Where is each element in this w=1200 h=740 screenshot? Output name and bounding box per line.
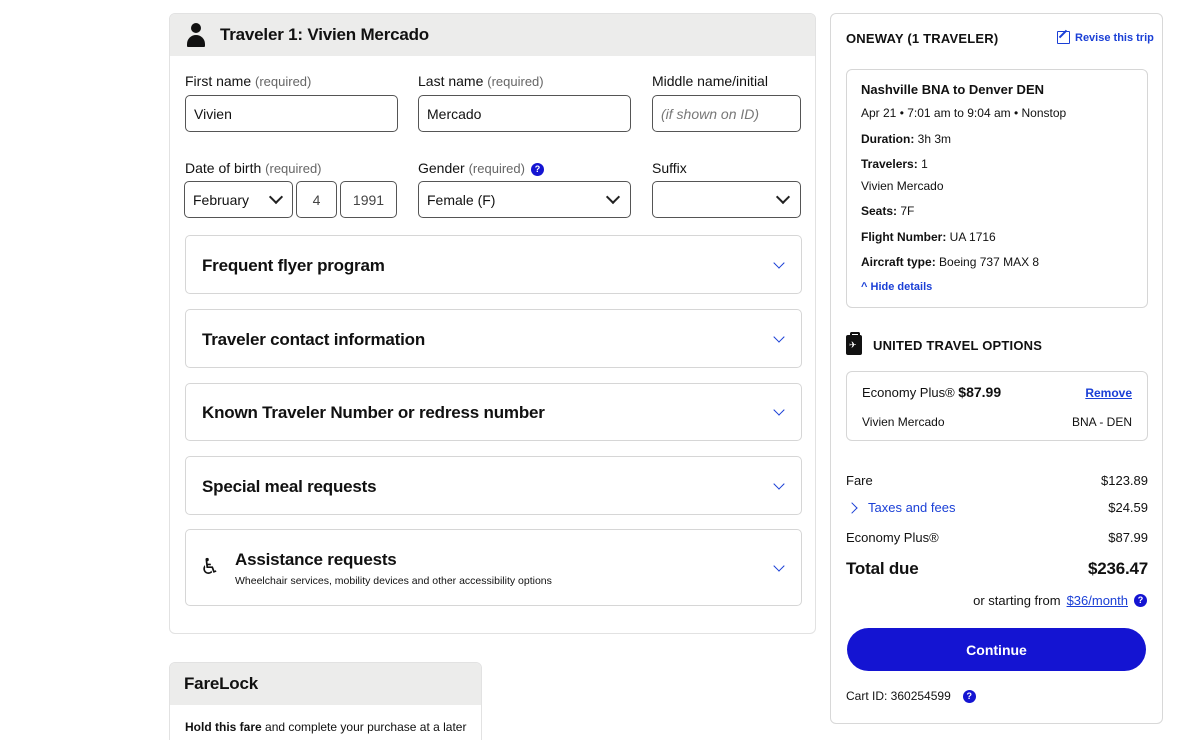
flight-number: Flight Number: UA 1716 (861, 230, 996, 244)
aircraft-type: Aircraft type: Boeing 737 MAX 8 (861, 255, 1040, 269)
gender-value: Female (F) (427, 191, 496, 208)
farelock-title: FareLock (170, 663, 481, 705)
accordion-known-traveler[interactable] (185, 383, 802, 441)
chevron-down-icon (773, 404, 784, 415)
suffix-select[interactable] (652, 181, 801, 218)
accordion-title: Traveler contact information (202, 330, 426, 349)
chevron-down-icon (606, 190, 620, 204)
first-name-label: First name (required) (185, 73, 312, 89)
cart-id: Cart ID: 360254599 ? (846, 689, 976, 703)
traveler-card (169, 13, 816, 634)
person-icon (186, 23, 206, 47)
traveler-name: Vivien Mercado (861, 179, 944, 193)
middle-name-label: Middle name/initial (652, 73, 768, 89)
chevron-down-icon (269, 190, 283, 204)
suffix-label: Suffix (652, 160, 687, 176)
remove-link[interactable]: Remove (1085, 386, 1132, 400)
chevron-down-icon (773, 560, 784, 571)
continue-button[interactable]: Continue (847, 628, 1146, 671)
accordion-assistance[interactable] (185, 529, 802, 606)
route: Nashville BNA to Denver DEN (861, 82, 1045, 97)
dob-label: Date of birth (required) (185, 160, 322, 176)
flight-time: Apr 21 • 7:01 am to 9:04 am • Nonstop (861, 106, 1067, 120)
chevron-down-icon (776, 190, 790, 204)
fare-row: Fare $123.89 (846, 473, 1148, 488)
last-name-input[interactable]: Mercado (418, 95, 631, 132)
chevron-down-icon (773, 257, 784, 268)
monthly-link[interactable]: $36/month (1066, 593, 1128, 608)
option-name: Economy Plus® $87.99 (862, 384, 1002, 400)
traveler-title: Traveler 1: Vivien Mercado (220, 25, 429, 44)
revise-label: Revise this trip (1075, 31, 1154, 44)
flight-details (846, 69, 1148, 308)
travel-option-card (846, 371, 1148, 441)
farelock-card (169, 662, 482, 740)
gender-label: Gender (required) ? (418, 160, 544, 176)
taxes-toggle[interactable]: Taxes and fees (846, 500, 955, 515)
duration: Duration: 3h 3m (861, 132, 952, 146)
travelers-count: Travelers: 1 (861, 157, 928, 171)
dob-day-input[interactable]: 4 (296, 181, 337, 218)
middle-name-input[interactable]: (if shown on ID) (652, 95, 801, 132)
traveler-header (170, 14, 815, 56)
dob-month-select[interactable] (184, 181, 293, 218)
accordion-title: Assistance requests (235, 550, 397, 569)
hide-details-link[interactable]: ^ Hide details (861, 281, 933, 293)
accordion-meal[interactable] (185, 456, 802, 515)
trip-title: ONEWAY (1 TRAVELER) (846, 31, 999, 46)
monthly-payment: or starting from $36/month ? (973, 593, 1147, 608)
chevron-down-icon (773, 478, 784, 489)
eplus-row: Economy Plus® $87.99 (846, 530, 1148, 545)
dob-month-value: February (193, 191, 250, 208)
accordion-contact[interactable] (185, 309, 802, 368)
farelock-text: Hold this fare and complete your purchase at a later (185, 720, 467, 734)
option-traveler: Vivien Mercado (862, 415, 945, 429)
first-name-input[interactable]: Vivien (185, 95, 398, 132)
travel-options-title: ✈ UNITED TRAVEL OPTIONS (846, 335, 1042, 355)
taxes-row[interactable]: Taxes and fees $24.59 (846, 500, 1148, 515)
chevron-up-icon: ^ (861, 281, 868, 293)
revise-trip-link[interactable] (1057, 31, 1154, 44)
gender-select[interactable] (418, 181, 631, 218)
edit-icon (1057, 31, 1070, 44)
total-row: Total due $236.47 (846, 559, 1148, 578)
accordion-title: Known Traveler Number or redress number (202, 403, 545, 422)
travel-bag-icon (846, 335, 862, 355)
accordion-frequent-flyer[interactable] (185, 235, 802, 294)
last-name-label: Last name (required) (418, 73, 544, 89)
help-icon[interactable]: ? (963, 690, 976, 703)
wheelchair-icon: ♿ (200, 554, 220, 579)
chevron-right-icon (846, 502, 857, 513)
seats: Seats: 7F (861, 204, 915, 218)
help-icon[interactable]: ? (1134, 594, 1147, 607)
option-route: BNA - DEN (1071, 415, 1132, 429)
accordion-title: Special meal requests (202, 477, 377, 496)
accordion-subtitle: Wheelchair services, mobility devices and other accessibility options (235, 575, 552, 587)
help-icon[interactable]: ? (531, 163, 544, 176)
trip-summary (830, 13, 1163, 724)
chevron-down-icon (773, 331, 784, 342)
dob-year-input[interactable]: 1991 (340, 181, 397, 218)
accordion-title: Frequent flyer program (202, 256, 385, 275)
